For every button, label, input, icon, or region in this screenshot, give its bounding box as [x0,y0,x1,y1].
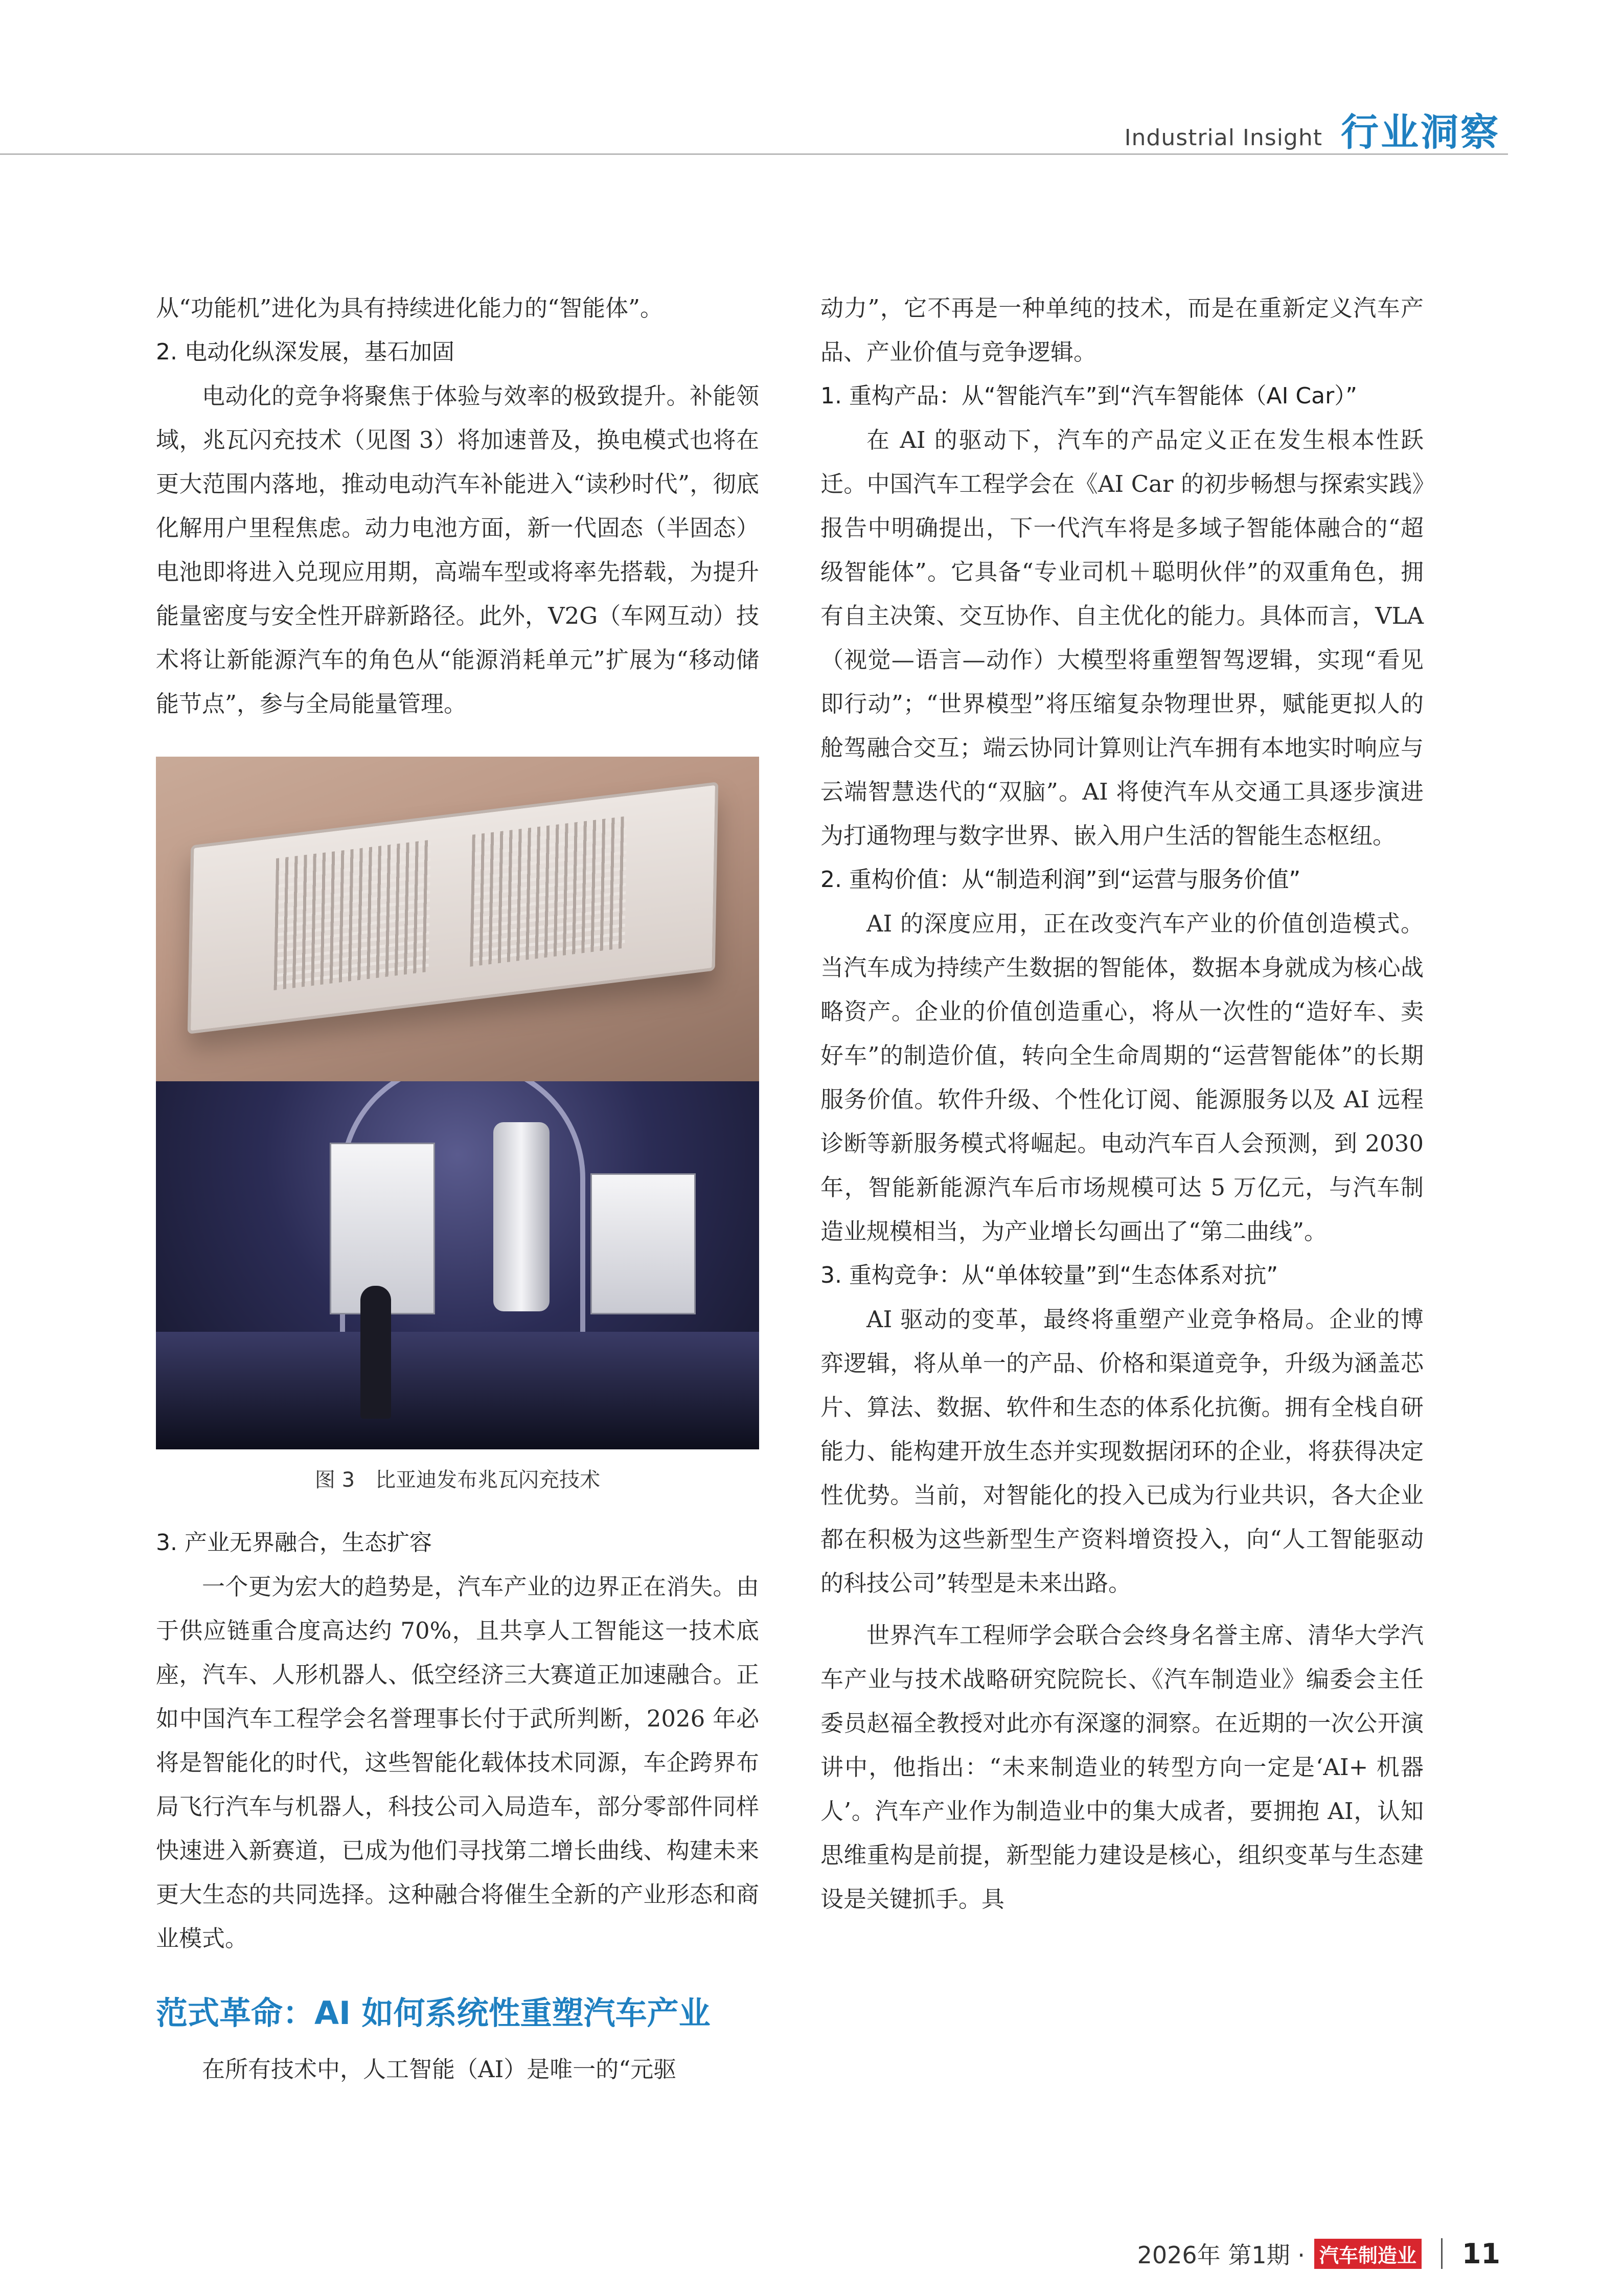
paragraph: 一个更为宏大的趋势是，汽车产业的边界正在消失。由于供应链重合度高达约 70%，且共享人工智能这一技术底座，汽车、人形机器人、低空经济三大赛道正加速融合。正如中国汽车工程学会名誉理事长付于武所判断，2026 年必将是智能化的时代，这些智能化载体技术同源，车企跨界布局飞行汽车与机器人，科技公司入局造车，部分零部件同样快速进入新赛道，已成为他们寻找第二增长曲线、构建未来更大生态的共同选择。这种融合将催生全新的产业形态和商业模式。 [156,1573,759,1952]
subsection-title: 3. 产业无界融合，生态扩容 [156,1530,432,1556]
paragraph: 电动化的竞争将聚焦于体验与效率的极致提升。补能领域，兆瓦闪充技术（见图 3）将加速普及，换电模式也将在更大范围内落地，推动电动汽车补能进入“读秒时代”，彻底化解用户里程焦虑。动力电池方面，新一代固态（半固态）电池即将进入兑现应用期，高端车型或将率先搭载，为提升能量密度与安全性开辟新路径。此外，V2G（车网互动）技术将让新能源汽车的角色从“能源消耗单元”扩展为“移动储能节点”，参与全局能量管理。 [156,382,759,717]
battery-photo [156,757,759,1081]
paragraph: 在所有技术中，人工智能（AI）是唯一的“元驱 [202,2056,677,2083]
figure-caption: 图 3 比亚迪发布兆瓦闪充技术 [314,1468,601,1492]
subsection-title: 2. 重构价值：从“制造利润”到“运营与服务价值” [820,867,1301,893]
paragraph: 从“功能机”进化为具有持续进化能力的“智能体”。 [156,294,664,322]
paragraph: 在 AI 的驱动下，汽车的产品定义正在发生根本性跃迁。中国汽车工程学会在《AI Car 的初步畅想与探索实践》报告中明确提出，下一代汽车将是多域子智能体融合的“超级智能体”。它具备“专业司机＋聪明伙伴”的双重角色，拥有自主决策、交互协作、自主优化的能力。具体而言，VLA（视觉—语言—动作）大模型将重塑智驾逻辑，实现“看见即行动”；“世界模型”将压缩复杂物理世界，赋能更拟人的舱驾融合交互；端云协同计算则让汽车拥有本地实时响应与云端智慧迭代的“双脑”。AI 将使汽车从交通工具逐步演进为打通物理与数字世界、嵌入用户生活的智能生态枢纽。 [820,426,1424,849]
section-header [1125,102,1500,156]
footer-divider [1441,2238,1443,2269]
header-chinese-title: 行业洞察 [1341,110,1500,154]
subsection-title: 3. 重构竞争：从“单体较量”到“生态体系对抗” [820,1262,1278,1288]
header-english-title: Industrial Insight [1124,125,1322,151]
paragraph: AI 驱动的变革，最终将重塑产业竞争格局。企业的博弈逻辑，将从单一的产品、价格和渠道竞争，升级为涵盖芯片、算法、数据、软件和生态的体系化抗衡。拥有全栈自研能力、能构建开放生态并实现数据闭环的企业，将获得决定性优势。当前，对智能化的投入已成为行业共识，各大企业都在积极为这些新型生产资料增资投入，向“人工智能驱动的科技公司”转型是未来出路。 [820,1306,1424,1597]
battery-vent [274,840,431,991]
right-column [820,286,1424,1921]
battery-vent [470,816,627,967]
paragraph: AI 的深度应用，正在改变汽车产业的价值创造模式。当汽车成为持续产生数据的智能体，数据本身就成为核心战略资产。企业的价值创造重心，将从一次性的“造好车、卖好车”的制造价值，转向全生命周期的“运营智能体”的长期服务价值。软件升级、个性化订阅、能源服务以及 AI 远程诊断等新服务模式将崛起。电动汽车百人会预测，到 2030 年，智能新能源汽车后市场规模可达 5 万亿元，与汽车制造业规模相当，为产业增长勾画出了“第二曲线”。 [820,910,1424,1245]
stage-floor [156,1332,759,1449]
presenter-figure [360,1286,391,1419]
page-number: 11 [1461,2237,1500,2270]
left-column [156,286,759,2092]
paragraph: 动力”，它不再是一种单纯的技术，而是在重新定义汽车产品、产业价值与竞争逻辑。 [820,294,1424,366]
launch-event-photo [156,1081,759,1449]
charger-cabinet-image [590,1173,696,1314]
charging-pillar-image [493,1122,550,1311]
battery-pack-image [188,782,718,1034]
paragraph: 世界汽车工程师学会联合会终身名誉主席、清华大学汽车产业与技术战略研究院院长、《汽车制造业》编委会主任委员赵福全教授对此亦有深邃的洞察。在近期的一次公开演讲中，他指出：“未来制造业的转型方向一定是‘AI+ 机器人’。汽车产业作为制造业中的集大成者，要拥抱 AI，认知思维重构是前提，新型能力建设是核心，组织变革与生态建设是关键抓手。具 [820,1622,1424,1913]
section-heading: 范式革命：AI 如何系统性重塑汽车产业 [156,1994,711,2032]
magazine-logo: 汽车制造业 [1314,2239,1422,2269]
issue-label: 2026年 第1期 · [1137,2241,1305,2269]
page-footer [1137,2237,1500,2270]
subsection-title: 2. 电动化纵深发展，基石加固 [156,339,454,365]
subsection-title: 1. 重构产品：从“智能汽车”到“汽车智能体（AI Car）” [820,383,1357,409]
figure-3-photo [156,757,759,1449]
